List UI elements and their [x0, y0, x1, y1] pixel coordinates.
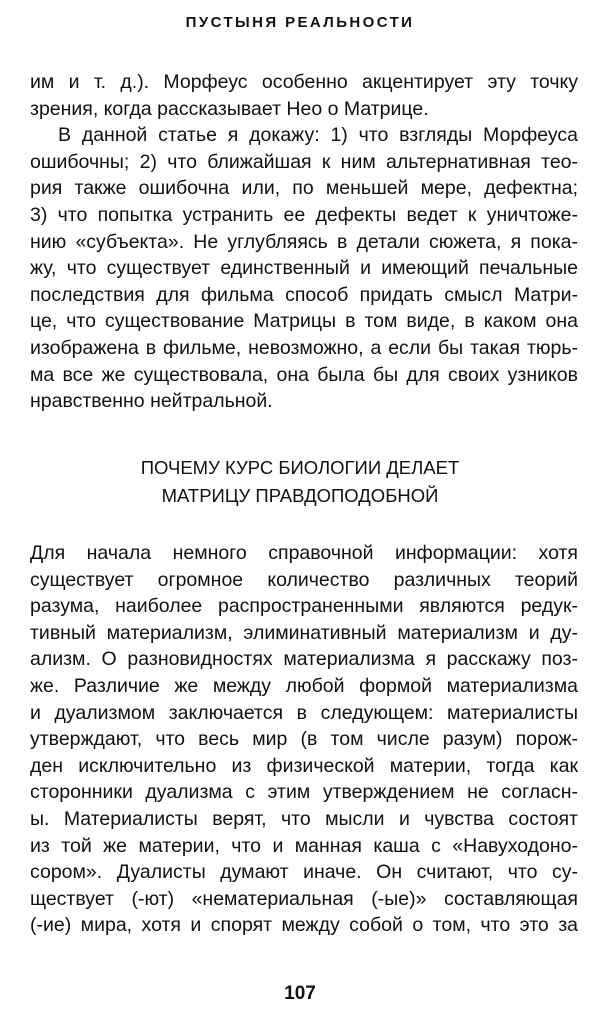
- text-line: В данной статье я докажу: 1) что взгляды Морфеуса: [58, 124, 578, 147]
- body-text-bottom: [30, 540, 578, 939]
- body-text-top: [30, 69, 578, 415]
- text-line: рия также ошибочна или, по меньшей мере, дефектна;: [30, 177, 578, 200]
- section-heading-line: ПОЧЕМУ КУРС БИОЛОГИИ ДЕЛАЕТ: [140, 457, 460, 478]
- page-number: 107: [284, 983, 316, 1004]
- text-line: ден исключительно из физической материи, тогда как: [30, 754, 578, 777]
- text-line: ществует (-ют) «нематериальная (-ые)» составляющая: [30, 887, 578, 910]
- text-line: нию «субъекта». Не углубляясь в детали сюжета, я пока-: [30, 230, 578, 253]
- text-line: (-ие) мира, хотя и спорят между собой о том, что это за: [30, 914, 578, 937]
- text-line: 3) что попытка устранить ее дефекты ведет к уничтоже-: [30, 203, 578, 226]
- text-line: ма все же существовала, она была бы для своих узников: [30, 363, 578, 386]
- section-heading: [0, 454, 600, 510]
- text-line: же. Различие же между любой формой материализма: [30, 674, 578, 697]
- text-line: изображена в фильме, невозможно, а если бы такая тюрь-: [30, 336, 578, 359]
- text-line: зрения, когда рассказывает Нео о Матрице.: [30, 97, 429, 120]
- text-line: им и т. д.). Морфеус особенно акцентирует эту точку: [30, 71, 578, 93]
- text-line: тивный материализм, элиминативный материализм и ду-: [30, 621, 578, 644]
- text-line: це, что существование Матрицы в том виде, в каком она: [30, 310, 578, 333]
- text-line: Для начала немного справочной информации: хотя: [30, 542, 578, 564]
- text-line: существует огромное количество различных теорий: [30, 568, 578, 591]
- section-heading-line: МАТРИЦУ ПРАВДОПОДОБНОЙ: [161, 485, 439, 506]
- text-line: ализм. О разновидностях материализма я расскажу поз-: [30, 648, 578, 671]
- text-line: нравственно нейтральной.: [30, 390, 273, 413]
- text-line: жу, что существует единственный и имеющий печальные: [30, 257, 578, 280]
- text-line: утверждают, что весь мир (в том числе разум) порож-: [30, 728, 578, 751]
- text-line: последствия для фильма способ придать смысл Матри-: [30, 283, 578, 306]
- text-line: сором». Дуалисты думают иначе. Он считают, что су-: [30, 861, 578, 884]
- text-line: ы. Материалисты верят, что мысли и чувства состоят: [30, 807, 578, 830]
- running-head: ПУСТЫНЯ РЕАЛЬНОСТИ: [185, 14, 415, 31]
- text-line: сторонники дуализма с этим утверждением не согласн-: [30, 781, 578, 804]
- text-line: и дуализмом заключается в следующем: материалисты: [30, 701, 578, 724]
- text-line: ошибочны; 2) что ближайшая к ним альтернативная тео-: [30, 150, 578, 173]
- text-line: разума, наиболее распространенными являются редук-: [30, 595, 578, 618]
- text-line: из той же материи, что и манная каша с «Навуходоно-: [30, 834, 578, 857]
